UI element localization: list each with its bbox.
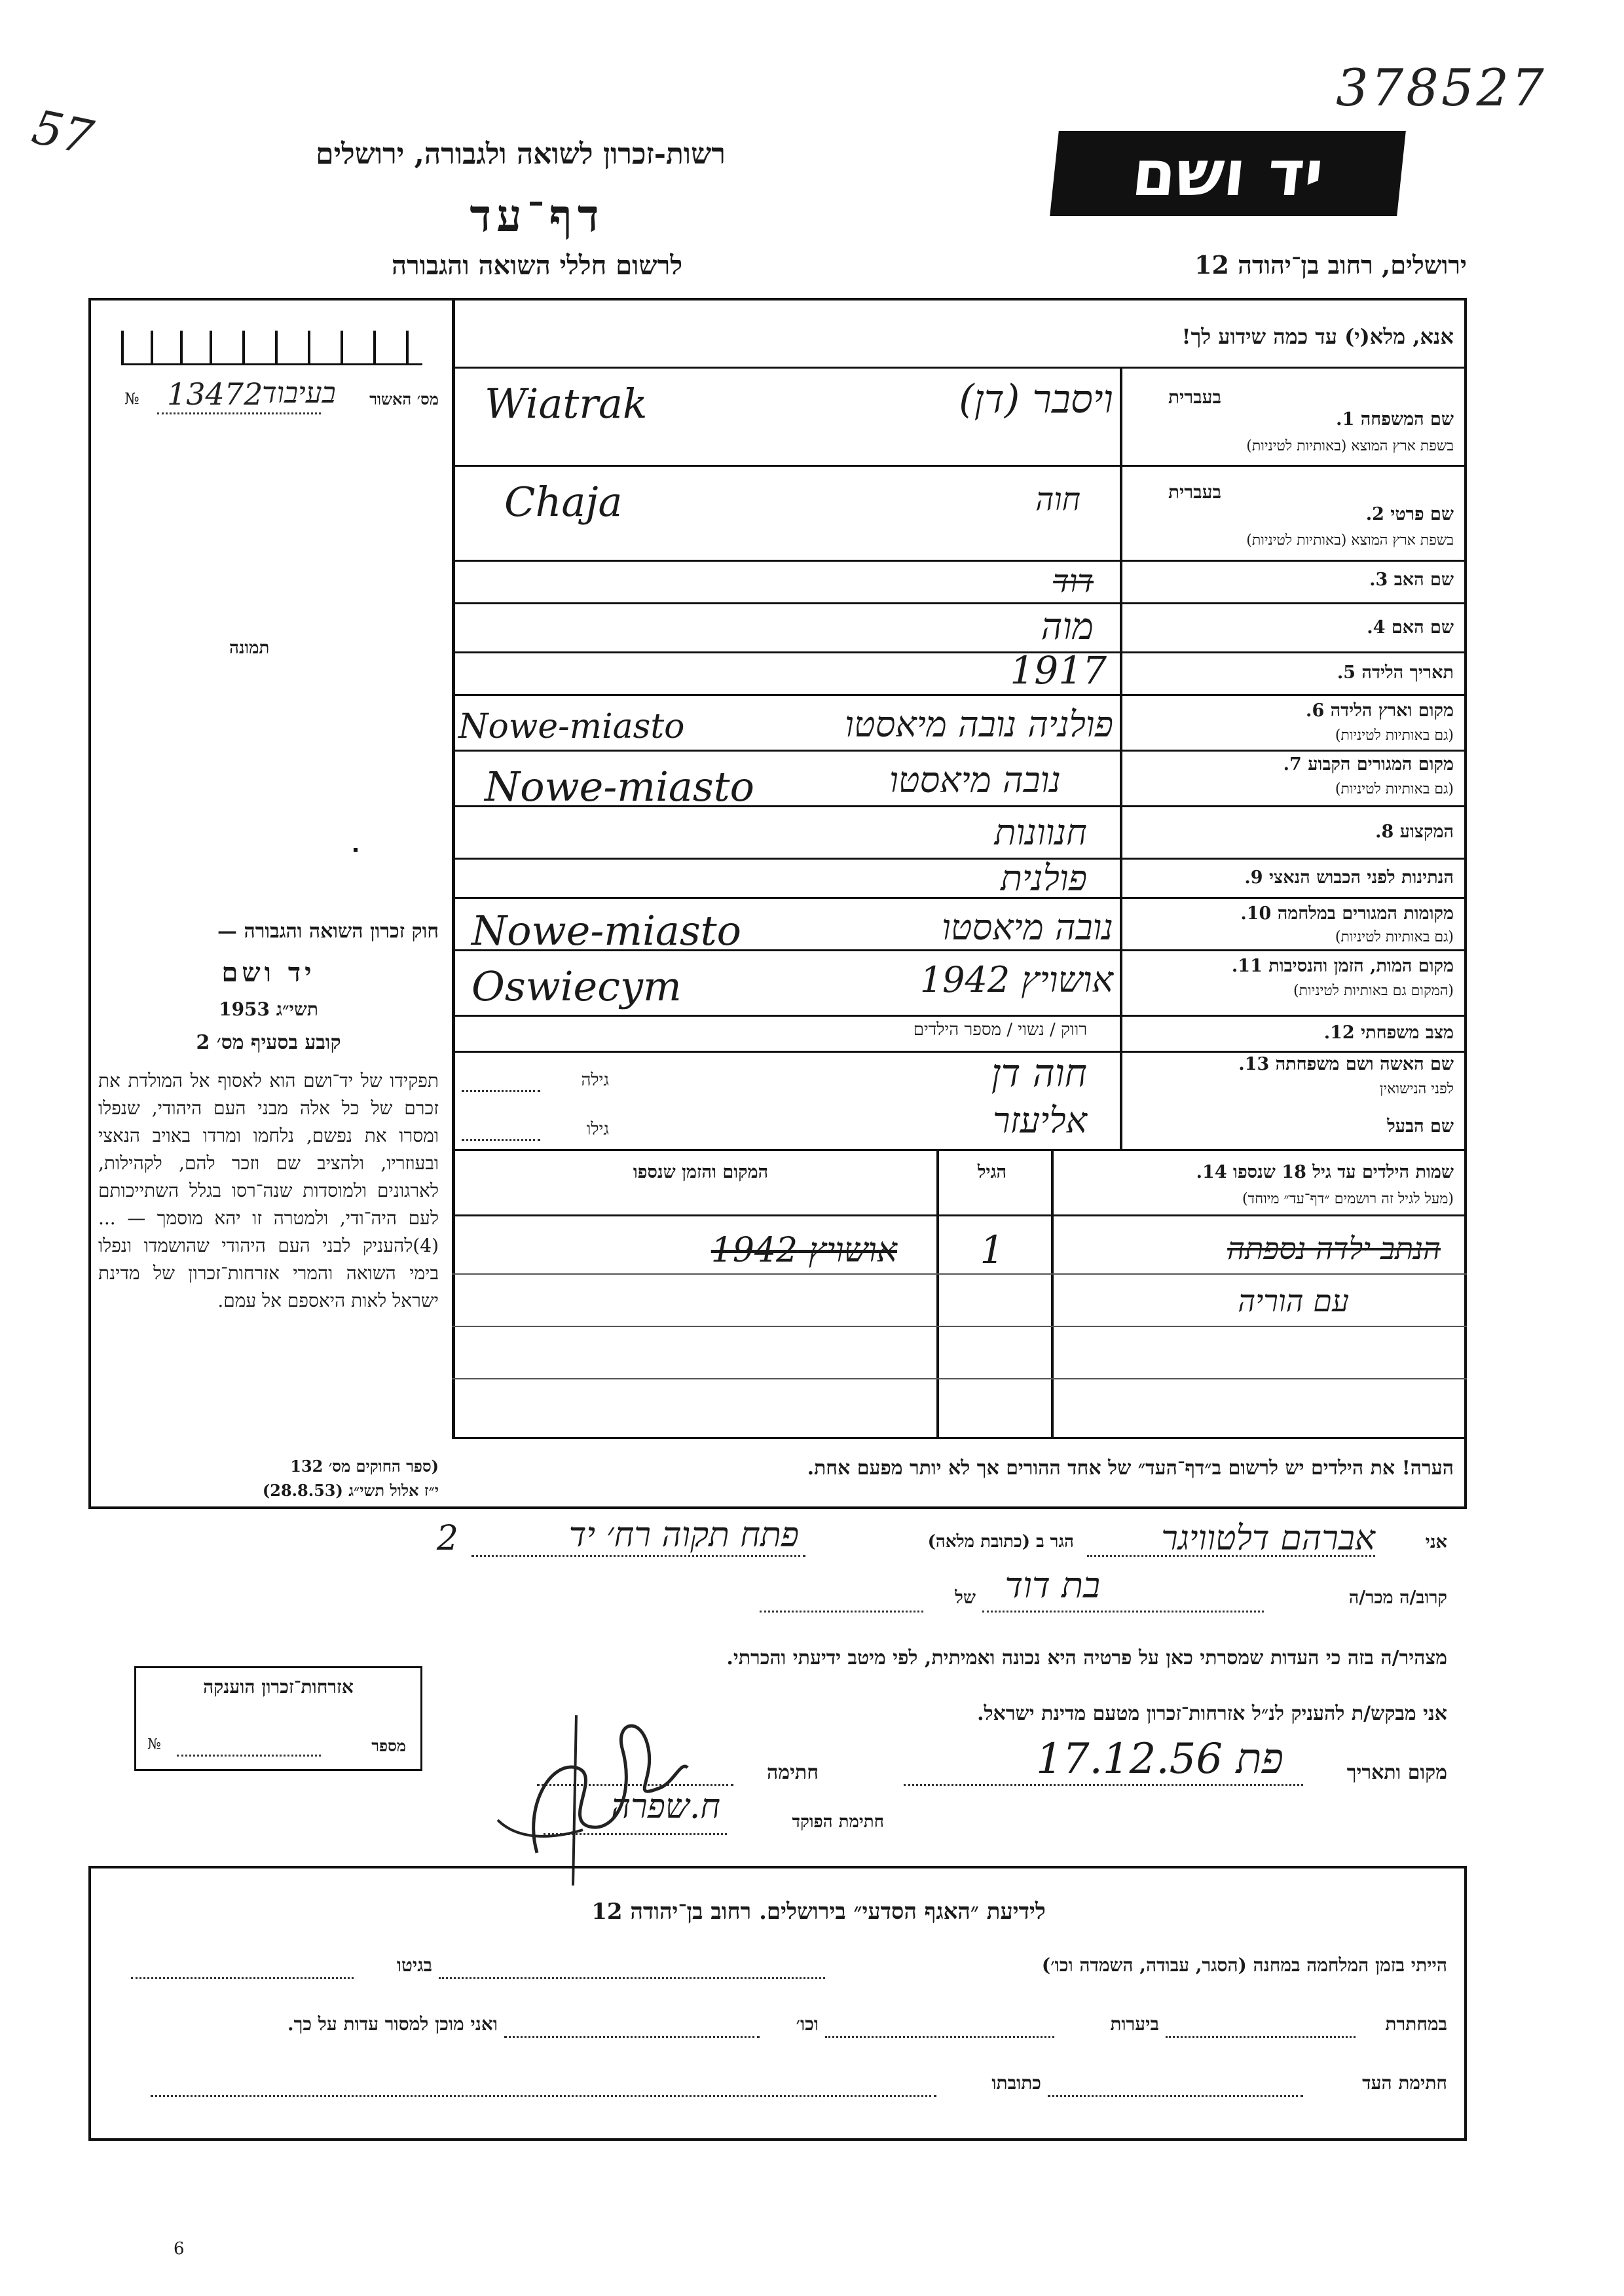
request-text: אני מבקש/ת להעניק לנ״ל אזרחות־זכרון מטעם מדינת ישראל. <box>977 1702 1447 1725</box>
field-2-latin-value: Chaja <box>504 478 623 526</box>
children-col-age: הגיל <box>977 1162 1007 1182</box>
place-date-label: מקום ותאריך <box>1346 1761 1447 1784</box>
child-name: עם הוריה <box>1238 1283 1349 1319</box>
child-place-time: אושויץ 1942 <box>710 1231 897 1270</box>
field-7-sublabel: (גם באותיות לטיניות) <box>1335 781 1454 797</box>
field-11-latin-value: Oswiecym <box>471 962 682 1010</box>
field-11-sublabel: (המקום גם באותיות לטיניות) <box>1293 983 1454 999</box>
field-7-latin-value: Nowe-miasto <box>485 763 754 811</box>
law-body: תפקידו של יד־ושם הוא לאסוף אל המולדת את זכרם של כל אלה מבני העם היהודי, שנפלו ומסרו את נפשם, נלחמו ומרדו באויב הנאצי ובעוזריו, ולהציב שם וזכר להם, לקהילות, לארגונים ולמוסדות שנה־רסו בגלל השתייכותם לעם היה־ודי, ולמטרה זו יהא מוסמך — ...(4)להעניק לבני העם היהודי שהושמדו ונפלו בימי השואה והמרי אזרחות־זכרון של מדינת ישראל לאות היאספם אל עמם. <box>98 1070 439 1311</box>
marital-options: רווק / נשוי / מספר הילדים <box>913 1020 1087 1040</box>
field-2-label: שם פרטי 2. <box>1365 504 1454 524</box>
field-13-hebrew-value: חוה דן <box>991 1051 1087 1095</box>
witness-camp-label: הייתי בזמן המלחמה במחנה (הסגר, עבודה, השמדה וכו׳) <box>1041 1954 1447 1976</box>
field-14-sublabel: (מעל לגיל זה רושמים ״דף־עד״ מיוחד) <box>1242 1191 1454 1207</box>
field-6-label: מקום וארץ הלידה 6. <box>1306 701 1454 721</box>
field-13-label: שם האשה ושם משפחתה 13. <box>1238 1054 1454 1074</box>
place-date-value: פת 17.12.56 <box>1036 1735 1283 1783</box>
field-7-label: מקום המגורים הקבוע 7. <box>1283 754 1454 774</box>
field-10-latin-value: Nowe-miasto <box>471 907 741 955</box>
witness-underground-label: במחתרת <box>1385 2013 1447 2035</box>
label-column-divider <box>1120 367 1122 1149</box>
children-col-place: המקום והזמן שנספו <box>633 1162 769 1182</box>
form-subtitle: לרשום חללי השואה והגבורה <box>391 250 683 281</box>
declarant-name-value: אברהם דלטוויגר <box>1161 1519 1375 1558</box>
form-title: דף־עד <box>470 190 604 242</box>
law-title: חוק זכרון השואה והגבורה — <box>217 920 439 943</box>
field-2-hebrew-value: חוה <box>1035 481 1080 518</box>
witness-ghetto-label: בגיטו <box>396 1954 432 1976</box>
law-year: תשי״ג 1953 <box>219 998 318 1020</box>
children-col-divider-1 <box>1051 1149 1054 1437</box>
law-source-date: י״ז אלול תשי״ג (28.8.53) <box>262 1481 439 1500</box>
witness-forests-label: ביערות <box>1110 2013 1159 2035</box>
field-1-latin-value: Wiatrak <box>485 380 648 428</box>
instruction: אנא, מלא(י) עד כמה שידוע לך! <box>1181 324 1454 349</box>
field-12-label: מצב משפחתי 12. <box>1323 1023 1454 1043</box>
relation-value: בת דוד <box>1005 1565 1100 1606</box>
field-10-sublabel: (גם באותיות לטיניות) <box>1335 929 1454 945</box>
field-13-sublabel: לפני הנישואין <box>1379 1081 1454 1097</box>
witness-address-label: כתובתו <box>991 2072 1041 2094</box>
witness-ready-label: ואני מוכן למסור עדות על כך. <box>287 2013 498 2035</box>
field-3-label: שם האב 3. <box>1369 570 1454 590</box>
field-11-label: מקום המות, הזמן והנסיבות 11. <box>1231 956 1454 976</box>
child-name: הנתב ילדה נספתה <box>1227 1231 1441 1266</box>
witness-section-title: לידיעת ״האגף הסדעי״ בירושלים. רחוב בן־יהודה 12 <box>591 1899 1046 1925</box>
officer-signature-label: חתימת הפוקד <box>792 1812 884 1832</box>
remark: הערה! את הילדים יש לרשום ב״דף־העד״ של אחד ההורים אך לא יותר מפעם אחת. <box>807 1457 1454 1480</box>
witness-etc-label: וכו׳ <box>796 2013 819 2035</box>
declarant-address-number: 2 <box>436 1519 458 1558</box>
field-6-sublabel: (גם באותיות לטיניות) <box>1335 727 1454 744</box>
photo-label: תמונה <box>229 638 270 658</box>
field-1-label: שם המשפחה 1. <box>1336 409 1454 429</box>
field-6-hebrew-value: פולניה נובה מיאסטו <box>845 704 1113 745</box>
husband-name-value: אליעזר <box>993 1100 1087 1141</box>
field-5-value: 1917 <box>1010 648 1107 693</box>
cert-hand-value: בעיבוד <box>262 376 336 410</box>
field-1-sublabel: בשפת ארץ המוצא (באותיות לטיניות) <box>1246 438 1454 454</box>
law-name: יד ושם <box>221 957 316 988</box>
logo-text: יד ושם <box>1128 137 1327 210</box>
field-5-label: תאריך הלידה 5. <box>1337 663 1454 683</box>
children-col-divider-2 <box>936 1149 939 1437</box>
citizenship-number-label: מספר <box>371 1736 406 1755</box>
field-9-label: הנתינות לפני הכבוש הנאצי 9. <box>1244 867 1454 888</box>
relation-of-label: של <box>955 1588 976 1608</box>
authority-title: רשות-זכרון לשואה ולגבורה, ירושלים <box>316 137 726 171</box>
field-10-hebrew-value: נובה מיאסטו <box>942 907 1113 948</box>
field-11-hebrew-value: אושויץ 1942 <box>919 959 1113 1000</box>
field-9-hebrew-value: פולנית <box>1000 858 1087 899</box>
yad-vashem-logo <box>1050 131 1406 216</box>
declaration-text: מצהיר/ה בזה כי העדות שמסרתי כאן על פרטיה היא נכונה ואמיתית, לפי מיטב ידיעתי והכרתי. <box>726 1647 1447 1669</box>
declarant-resides-label: הגר ב (כתובת מלאה) <box>927 1532 1074 1552</box>
relation-label: קרוב/ה מכר/ה <box>1348 1588 1447 1608</box>
citizenship-box-title: אזרחות־זכרון הוענקה <box>203 1676 354 1698</box>
address: ירושלים, רחוב בן־יהודה 12 <box>1194 250 1467 280</box>
husband-name-label: שם הבעל <box>1387 1116 1454 1137</box>
field-3-hebrew-value: דוד <box>1053 563 1094 600</box>
field-14-label: שמות הילדים עד גיל 18 שנספו 14. <box>1196 1162 1454 1182</box>
cert-label: מס׳ האשור <box>369 390 439 409</box>
children-header-rule <box>452 1214 1467 1216</box>
field-1-hebrew-value: ויסבר (דן) <box>959 376 1113 422</box>
officer-signature-value: ח.שפרה <box>610 1787 720 1827</box>
husband-age-label: גילו <box>586 1120 609 1139</box>
cert-hand-number: 13472 <box>167 376 263 412</box>
child-age: 1 <box>980 1228 1005 1272</box>
declarant-i-label: אני <box>1425 1532 1447 1552</box>
field-8-hebrew-value: חנוונות <box>994 812 1087 853</box>
law-source: (ספר החוקים מס׳ 132 <box>290 1457 439 1476</box>
page-number-mark: 57 <box>28 99 98 166</box>
witness-signature-label: חתימת העד <box>1362 2072 1447 2094</box>
bottom-left-mark: 6 <box>174 2239 185 2259</box>
field-7-hebrew-value: נובה מיאסטו <box>889 759 1061 801</box>
citizenship-no-symbol: № <box>147 1736 161 1753</box>
signature-label: חתימה <box>767 1761 819 1784</box>
field-6-latin-value: Nowe-miasto <box>458 707 685 746</box>
declarant-address-value: פתח תקוה רח׳ יד <box>568 1516 799 1555</box>
left-column-divider <box>452 298 455 1437</box>
field-1-ivrit-label: בעברית <box>1168 386 1221 408</box>
wife-age-label: גילה <box>581 1070 609 1090</box>
record-number-mark: 378527 <box>1336 59 1547 118</box>
cert-no-symbol: № <box>124 390 139 408</box>
field-10-label: מקומות המגורים במלחמה 10. <box>1240 903 1454 924</box>
law-clause: קובע בסעיף מס׳ 2 <box>196 1031 341 1054</box>
field-2-ivrit-label: בעברית <box>1168 481 1221 503</box>
field-8-label: המקצוע 8. <box>1375 822 1454 842</box>
field-4-hebrew-value: מוה <box>1041 606 1094 648</box>
field-4-label: שם האם 4. <box>1367 617 1454 638</box>
field-2-sublabel: בשפת ארץ המוצא (באותיות לטיניות) <box>1246 532 1454 549</box>
